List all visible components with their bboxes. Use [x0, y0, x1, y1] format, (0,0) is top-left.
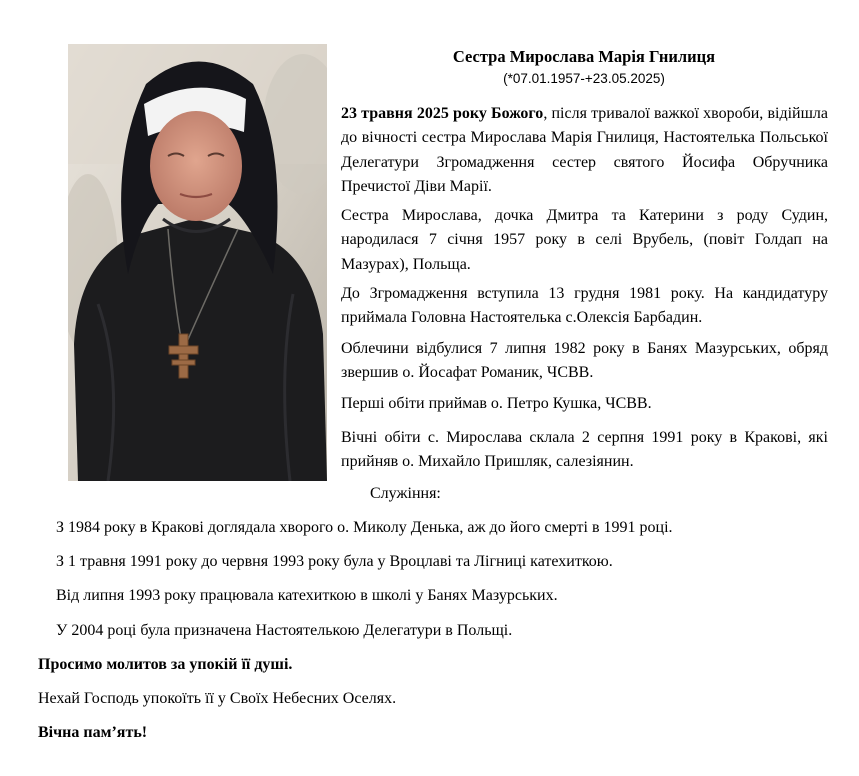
biography-paragraph-clothing: Облечини відбулися 7 липня 1982 року в Банях Мазурських, обряд звершив о. Йосафат Романик, ЧСВВ. — [341, 340, 828, 382]
biography-paragraph-first-vows: Перші обіти приймав о. Петро Кушка, ЧСВВ. — [341, 395, 652, 412]
biography-paragraph-birth: Сестра Мирослава, дочка Дмитра та Катерини з роду Судин, народилася 7 січня 1957 року в селі Врубель, (повіт Голдап на Мазурах), Польща. — [341, 207, 828, 273]
service-item: Від липня 1993 року працювала катехиткою в школі у Банях Мазурських. — [56, 587, 558, 604]
portrait-photo — [68, 44, 327, 481]
life-dates: (*07.01.1957-+23.05.2025) — [503, 71, 665, 86]
blessing-line: Нехай Господь упокоїть її у Своїх Небесних Оселях. — [38, 690, 397, 707]
service-item: З 1984 року в Кракові доглядала хворого о. Миколу Денька, аж до його смерті в 1991 році. — [56, 519, 673, 536]
biography-paragraph-entry: До Згромадження вступила 13 грудня 1981 року. На кандидатуру приймала Головна Настоятелька с.Олексія Барбадин. — [341, 285, 828, 327]
death-date: 23 травня 2025 року Божого — [341, 105, 544, 122]
service-item: З 1 травня 1991 року до червня 1993 року була у Вроцлаві та Лігниці катехиткою. — [56, 553, 613, 570]
obituary-title: Сестра Мирослава Марія Гнилиця — [452, 47, 716, 66]
prayer-request: Просимо молитов за упокій її душі. — [38, 656, 293, 673]
service-heading: Служіння: — [370, 485, 441, 502]
service-item: У 2004 році була призначена Настоятелькою Делегатури в Польщі. — [56, 622, 513, 639]
biography-paragraph-final-vows: Вічні обіти с. Мирослава склала 2 серпня 1991 року в Кракові, які прийняв о. Михайло Пришляк, салезіянин. — [341, 429, 828, 471]
eternal-memory: Вічна пам’ять! — [38, 724, 148, 741]
intro-paragraph — [341, 102, 828, 199]
intro-text: , після тривалої важкої хвороби, відійшла до вічності сестра Мирослава Марія Гнилиця, Настоятелька Польської Делегатури Згромадження сестер святого Йосифа Обручника Пречистої Діви Марії. — [341, 105, 829, 195]
